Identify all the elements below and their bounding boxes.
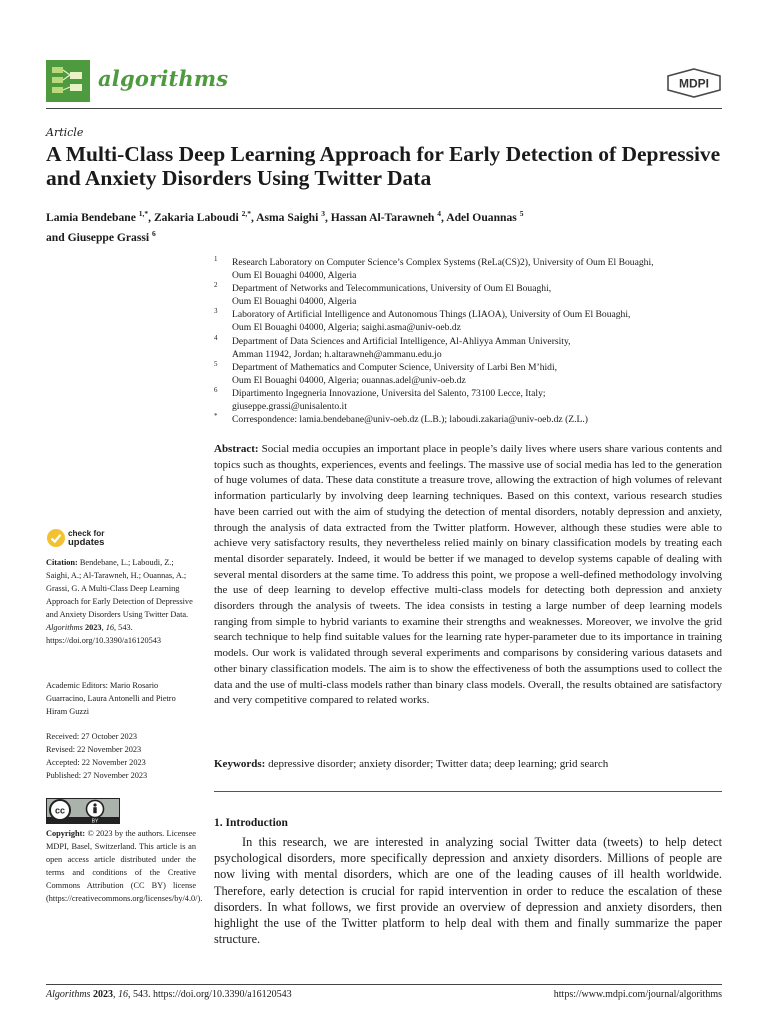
citation-block: Citation: Bendebane, L.; Laboudi, Z.; Saighi, A.; Al-Tarawneh, H.; Ouannas, A.; Grassi, G. A Multi-Class Deep Learning Approach for Early Detection of Depressive and Anxiety Disorders Using Twitter Data. Algorithms 2023, 16, 543. https://doi.org/10.3390/a16120543 [46, 558, 193, 645]
author-line-2: and Giuseppe Grassi $^6$ [46, 228, 156, 244]
abstract [214, 442, 722, 709]
abstract-label: Abstract: [214, 443, 259, 455]
cc-by-license-icon[interactable] [46, 798, 120, 824]
publisher-label: MDPI [679, 76, 709, 91]
abstract-text: Social media occupies an important place in people’s daily lives where users share various contents and topics such as thoughts, experiences, events and feelings. The massive use of social media has led to the generation of huge volumes of data. These data constitute a treasure trove, allowing the extraction of high volumes of relevant information particularly by involving deep learning techniques. Based on this context, various research studies have been carried out with the aim of studying the detection of mental disorders, notably depression and anxiety, through the analysis of data extracted from the Twitter platform. However, although these studies were able to achieve very satisfactory results, they nevertheless relied mainly on binary classification models by treating each mental disorder separately. Indeed, it would be better if we managed to develop systems capable of dealing with several mental disorders at the same time. To address this point, we propose a well-defined methodology involving the use of deep learning to develop effective multi-class models for detecting both depression and anxiety disorders through the analysis of tweets. The idea consists in testing a large number of deep learning models ranging from simple to hybrid variants to examine their strengths and weaknesses. Moreover, we involve the grid search technique to help find suitable values for the learning rate hyper-parameter due to its importance in training models. Our work is validated through several experiments and comparisons by considering various datasets and other binary classification models. The aim is to show the effectiveness of both the assumptions used to collect the data and the use of multi-class models rather than binary class models. Overall, the results obtained are satisfactory and very competitive compared to related works. [214, 443, 723, 707]
journal-url-link[interactable]: https://www.mdpi.com/journal/algorithms [553, 989, 722, 1000]
affiliation-item: 5 Department of Mathematics and Computer Science, University of Larbi Ben M’hidi, Oum El Bouaghi 04000, Algeria; ouannas.adel@univ-oeb.dz [214, 359, 558, 386]
mdpi-logo-icon [666, 68, 722, 98]
footer-citation: Algorithms 2023, 16, 543. https://doi.org/10.3390/a16120543 [46, 989, 292, 1000]
affiliation-item: 1 Research Laboratory on Computer Science’s Complex Systems (ReLa(CS)2), University of Oum El Bouaghi, Oum El Bouaghi 04000, Algeria [214, 255, 654, 282]
check-updates-icon [46, 528, 66, 548]
footer-divider [46, 984, 722, 985]
author-line-1: Lamia Bendebane $^{1,*}$, Zakaria Laboudi $^{2,*}$, Asma Saighi $^3$, Hassan Al-Tarawneh $^4$, Adel Ouannas $^5$ [46, 209, 524, 224]
author-name[interactable]: Hassan Al-Tarawneh [330, 210, 435, 224]
affiliation-item: 6 Dipartimento Ingegneria Innovazione, Universita del Salento, 73100 Lecce, Italy; giuseppe.grassi@unisalento.it [214, 385, 546, 413]
author-name[interactable]: Giuseppe Grassi [67, 230, 150, 244]
svg-text:cc: cc [54, 805, 66, 816]
affiliation-list [214, 256, 724, 426]
keywords-text: depressive disorder; anxiety disorder; Twitter data; deep learning; grid search [268, 758, 609, 770]
svg-text:BY: BY [91, 818, 99, 824]
author-name[interactable]: Zakaria Laboudi [153, 210, 239, 224]
section-heading: 1. Introduction [214, 817, 288, 829]
check-for-updates-button[interactable]: check for updates [46, 528, 146, 552]
citation-doi-link[interactable]: https://doi.org/10.3390/a16120543 [46, 636, 162, 645]
author-list [46, 206, 726, 246]
header-divider [46, 108, 722, 109]
article-type: Article [46, 126, 84, 139]
author-name[interactable]: Adel Ouannas [446, 210, 517, 224]
article-title: A Multi-Class Deep Learning Approach for Early Detection of Depressive and Anxiety Disorders Using Twitter Data [46, 142, 721, 190]
journal-logo-icon [46, 60, 90, 102]
academic-editors: Academic Editors: Mario Rosario Guarracino, Laura Antonelli and Pietro Hiram Guzzi [46, 681, 176, 716]
keywords-divider [214, 791, 722, 792]
affiliation-item: 2 Department of Networks and Telecommunications, University of Oum El Bouaghi, Oum El Bouaghi 04000, Algeria [214, 281, 552, 308]
affiliation-item: 4 Department of Data Sciences and Artificial Intelligence, Al-Ahliyya Amman University, Amman 11942, Jordan; h.altarawneh@ammanu.edu.jo [214, 333, 571, 360]
publication-dates: Received: 27 October 2023 Revised: 22 November 2023 Accepted: 22 November 2023 Published: 27 November 2023 [46, 732, 148, 780]
author-name[interactable]: Lamia Bendebane [46, 210, 136, 224]
journal-header [46, 58, 722, 108]
keywords [214, 757, 722, 772]
correspondence-item: * Correspondence: lamia.bendebane@univ-oeb.dz (L.B.); laboudi.zakaria@univ-oeb.dz (Z.L.) [214, 412, 588, 426]
keywords-label: Keywords: [214, 758, 266, 770]
introduction-paragraph: In this research, we are interested in analyzing social Twitter data (tweets) to help detect psychological disorders, more specifically depression and anxiety disorders. Millions of people are now living with mental disorders, which are one of the leading causes of ill health worldwide. Therefore, early detection is crucial for rapid intervention in order to reduce the escalation of these disorders. In what follows, we first provide an overview of depression and anxiety disorders, then highlight the use of the Twitter platform to help deal with them and finally summarize the paper structure. [214, 835, 722, 947]
affiliation-item: 3 Laboratory of Artificial Intelligence and Autonomous Things (LIAOA), University of Oum El Bouaghi, Oum El Bouaghi 04000, Algeria; saighi.asma@univ-oeb.dz [214, 307, 631, 334]
author-name[interactable]: Asma Saighi [256, 210, 319, 224]
copyright-notice: Copyright: © 2023 by the authors. Licensee MDPI, Basel, Switzerland. This article is an open access article distributed under the terms and conditions of the Creative Commons Attribution (CC BY) license (https://creativecommons.org/licenses/by/4.0/). [46, 829, 203, 903]
journal-name: algorithms [98, 66, 229, 91]
